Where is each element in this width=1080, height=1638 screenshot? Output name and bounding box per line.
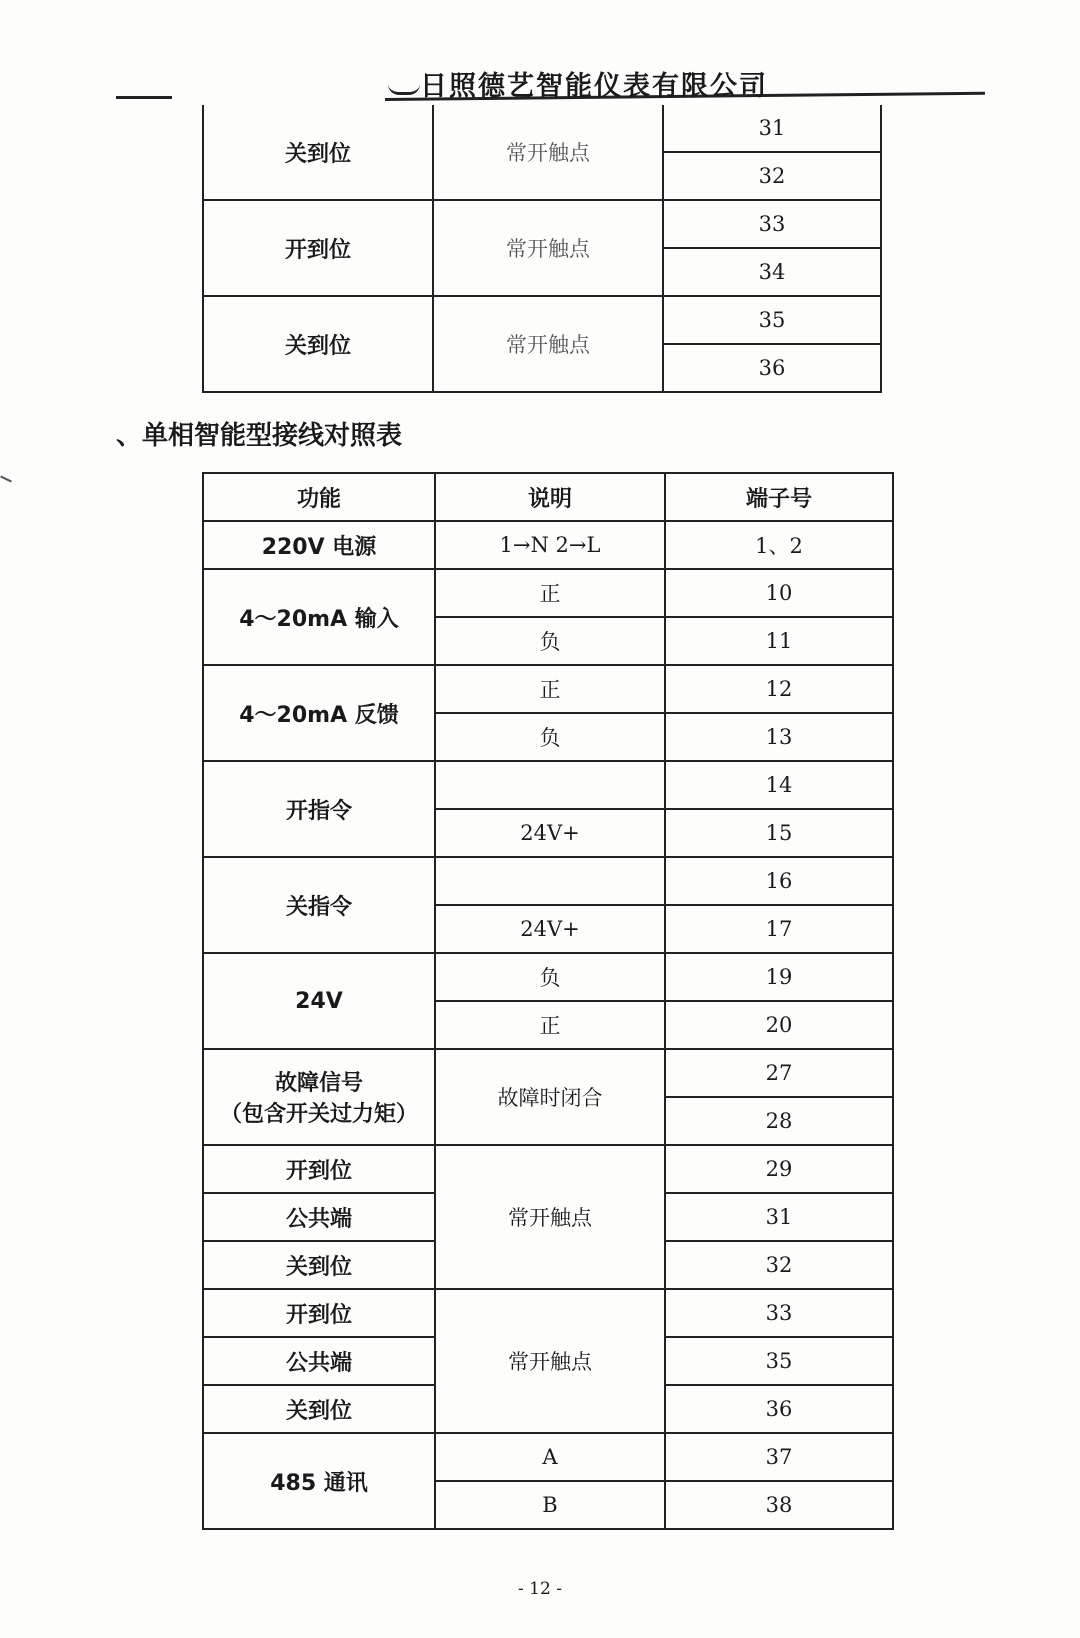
desc-cell (435, 761, 665, 809)
desc-cell: 常开触点 (433, 200, 663, 296)
desc-cell: 正 (435, 569, 665, 617)
function-cell: 220V 电源 (203, 521, 435, 569)
desc-cell (435, 857, 665, 905)
terminal-cell: 32 (665, 1241, 893, 1289)
terminal-cell: 17 (665, 905, 893, 953)
function-cell: 开到位 (203, 1289, 435, 1337)
desc-cell: 常开触点 (435, 1145, 665, 1289)
section-number: 、 (116, 421, 143, 451)
function-cell: 24V (203, 953, 435, 1049)
terminal-cell: 38 (665, 1481, 893, 1529)
terminal-cell: 19 (665, 953, 893, 1001)
function-cell: 开到位 (203, 200, 433, 296)
table-row (203, 521, 893, 569)
terminal-cell: 31 (665, 1193, 893, 1241)
terminal-cell: 20 (665, 1001, 893, 1049)
table-row (203, 105, 881, 152)
function-cell: 公共端 (203, 1337, 435, 1385)
terminal-cell: 33 (665, 1289, 893, 1337)
desc-cell: A (435, 1433, 665, 1481)
terminal-cell: 35 (665, 1337, 893, 1385)
header-rule-left (116, 96, 172, 99)
desc-cell: 常开触点 (433, 296, 663, 392)
section-title: 单相智能型接线对照表 (142, 421, 403, 451)
table-row (203, 1049, 893, 1097)
function-cell: 4～20mA 反馈 (203, 665, 435, 761)
desc-cell: 负 (435, 617, 665, 665)
table-row (203, 1145, 893, 1193)
desc-cell: 负 (435, 713, 665, 761)
function-cell: 关指令 (203, 857, 435, 953)
column-header-desc: 说明 (435, 473, 665, 521)
desc-cell: 24V+ (435, 905, 665, 953)
edge-mark (0, 476, 12, 483)
table-row (203, 200, 881, 248)
terminal-cell: 32 (663, 152, 881, 200)
function-cell: 关到位 (203, 296, 433, 392)
desc-cell: 正 (435, 1001, 665, 1049)
table-row (203, 296, 881, 344)
table-header-row (203, 473, 893, 521)
terminal-cell: 33 (663, 200, 881, 248)
table-row (203, 1433, 893, 1481)
function-cell: 开指令 (203, 761, 435, 857)
desc-cell: 故障时闭合 (435, 1049, 665, 1145)
function-cell: 485 通讯 (203, 1433, 435, 1529)
desc-cell: 正 (435, 665, 665, 713)
table-row (203, 761, 893, 809)
function-cell: 开到位 (203, 1145, 435, 1193)
terminal-cell: 27 (665, 1049, 893, 1097)
table-row (203, 857, 893, 905)
function-cell: 关到位 (203, 1241, 435, 1289)
function-line: （包含开关过力矩） (219, 1102, 418, 1127)
terminal-cell: 36 (665, 1385, 893, 1433)
column-header-terminal: 端子号 (665, 473, 893, 521)
company-name: 日照德艺智能仪表有限公司 (420, 71, 768, 102)
function-line: 故障信号 (274, 1071, 363, 1096)
terminal-cell: 1、2 (665, 521, 893, 569)
page-number: - 12 - (518, 1579, 562, 1599)
terminal-cell: 35 (663, 296, 881, 344)
terminal-cell: 36 (663, 344, 881, 392)
terminal-cell: 11 (665, 617, 893, 665)
desc-cell: 1→N 2→L (435, 521, 665, 569)
desc-cell: 常开触点 (433, 105, 663, 200)
column-header-function: 功能 (203, 473, 435, 521)
top-wiring-table (202, 105, 882, 393)
terminal-cell: 10 (665, 569, 893, 617)
function-cell: 4～20mA 输入 (203, 569, 435, 665)
terminal-cell: 28 (665, 1097, 893, 1145)
table-row (203, 1289, 893, 1337)
desc-cell: B (435, 1481, 665, 1529)
table-row (203, 665, 893, 713)
logo-swoosh-icon (388, 84, 420, 95)
terminal-cell: 13 (665, 713, 893, 761)
desc-cell: 24V+ (435, 809, 665, 857)
terminal-cell: 15 (665, 809, 893, 857)
table-row (203, 953, 893, 1001)
function-cell: 关到位 (203, 1385, 435, 1433)
desc-cell: 负 (435, 953, 665, 1001)
terminal-cell: 31 (663, 105, 881, 152)
function-cell: 关到位 (203, 105, 433, 200)
section-heading (116, 415, 402, 452)
wiring-table (202, 472, 894, 1530)
terminal-cell: 16 (665, 857, 893, 905)
function-cell: 公共端 (203, 1193, 435, 1241)
terminal-cell: 14 (665, 761, 893, 809)
table-row (203, 569, 893, 617)
terminal-cell: 29 (665, 1145, 893, 1193)
desc-cell: 常开触点 (435, 1289, 665, 1433)
terminal-cell: 12 (665, 665, 893, 713)
terminal-cell: 37 (665, 1433, 893, 1481)
function-cell (203, 1049, 435, 1145)
terminal-cell: 34 (663, 248, 881, 296)
